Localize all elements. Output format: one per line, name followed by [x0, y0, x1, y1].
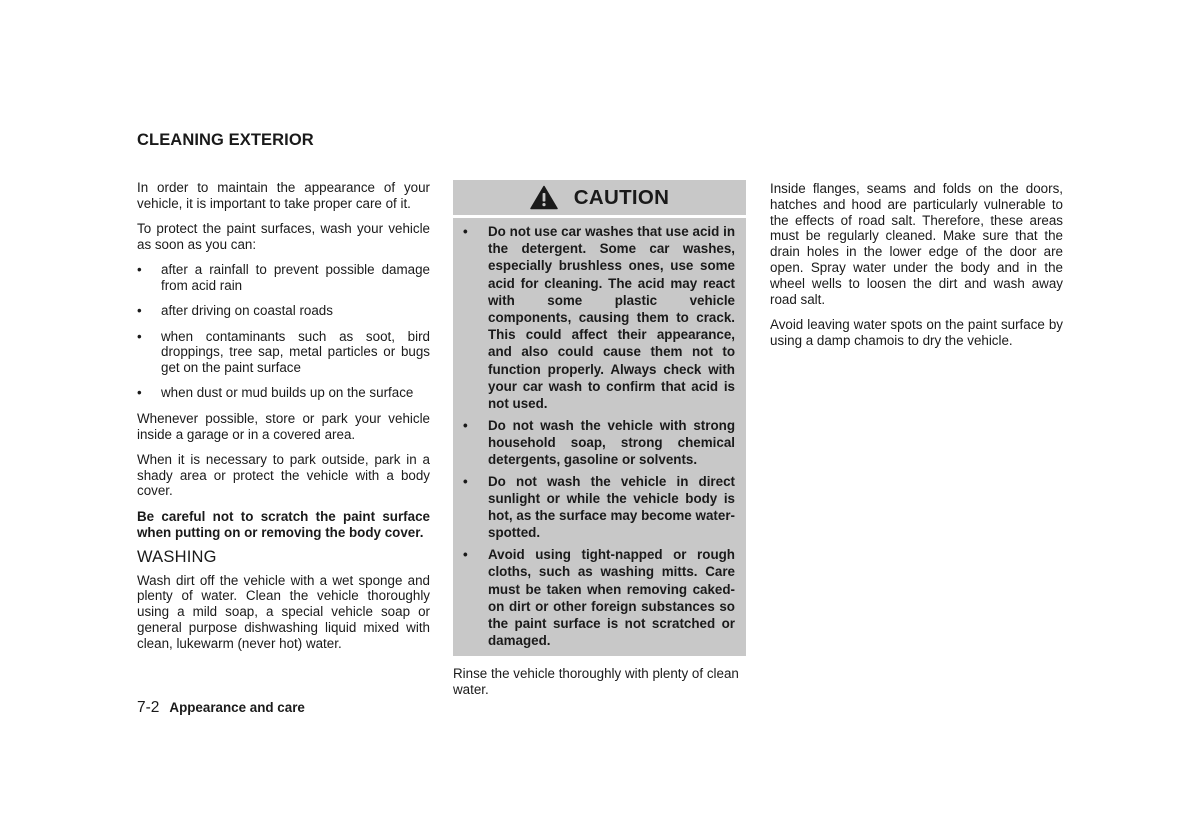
wash-when-list: [137, 262, 430, 401]
left-column: [137, 180, 430, 661]
section-name: Appearance and care: [169, 700, 305, 715]
caution-item: • Do not use car washes that use acid in the detergent. Some car washes, especially brushless ones, use some acid for cleaning. The acid may react with some plastic vehicle components, causing them to crack. This could affect their appearance, and also could cause them not to function properly. Always check with your car wash to confirm that acid is not used.: [463, 223, 735, 412]
caution-item: • Avoid using tight-napped or rough cloths, such as washing mitts. Care must be taken when removing caked-on dirt or other foreign substances so the paint surface is not scratched or damaged.: [463, 546, 735, 649]
caution-item: • Do not wash the vehicle in direct sunlight or while the vehicle body is hot, as the surface may become water-spotted.: [463, 473, 735, 542]
flanges-paragraph: Inside flanges, seams and folds on the doors, hatches and hood are particularly vulnerable to the effects of road salt. Therefore, these areas must be regularly cleaned. Make sure that the drain holes in the lower edge of the door are open. Spray water under the body and in the wheel wells to loosen the dirt and wash away road salt.: [770, 181, 1063, 307]
protect-paragraph: To protect the paint surfaces, wash your vehicle as soon as you can:: [137, 221, 430, 252]
caution-header: [453, 180, 746, 218]
page-number: 7-2: [137, 699, 160, 716]
careful-note: Be careful not to scratch the paint surface when putting on or removing the body cover.: [137, 508, 430, 540]
list-item: • when dust or mud builds up on the surface: [137, 385, 430, 401]
caution-box: [453, 180, 746, 656]
list-item: • when contaminants such as soot, bird droppings, tree sap, metal particles or bugs get on the paint surface: [137, 329, 430, 376]
store-paragraph: Whenever possible, store or park your vehicle inside a garage or in a covered area.: [137, 410, 430, 442]
list-item: • after a rainfall to prevent possible damage from acid rain: [137, 262, 430, 294]
spots-paragraph: Avoid leaving water spots on the paint surface by using a damp chamois to dry the vehicle.: [770, 316, 1063, 348]
page-title: CLEANING EXTERIOR: [137, 131, 314, 149]
washing-paragraph: Wash dirt off the vehicle with a wet sponge and plenty of water. Clean the vehicle thoroughly using a mild soap, a special vehicle soap or general purpose dishwashing liquid mixed with clean, lukewarm (never hot) water.: [137, 572, 430, 651]
park-paragraph: When it is necessary to park outside, park in a shady area or protect the vehicle with a body cover.: [137, 451, 430, 499]
caution-list: [453, 218, 746, 649]
list-item: • after driving on coastal roads: [137, 303, 430, 319]
page-footer: [137, 699, 305, 717]
intro-paragraph: In order to maintain the appearance of your vehicle, it is important to take proper care of it.: [137, 180, 430, 211]
washing-heading: WASHING: [137, 547, 217, 566]
caution-title: CAUTION: [573, 185, 670, 209]
caution-item: • Do not wash the vehicle with strong household soap, strong chemical detergents, gasoline or solvents.: [463, 417, 735, 469]
right-column: [770, 181, 1063, 358]
rinse-paragraph: Rinse the vehicle thoroughly with plenty of clean water.: [453, 666, 739, 697]
warning-triangle-icon: [530, 185, 558, 210]
